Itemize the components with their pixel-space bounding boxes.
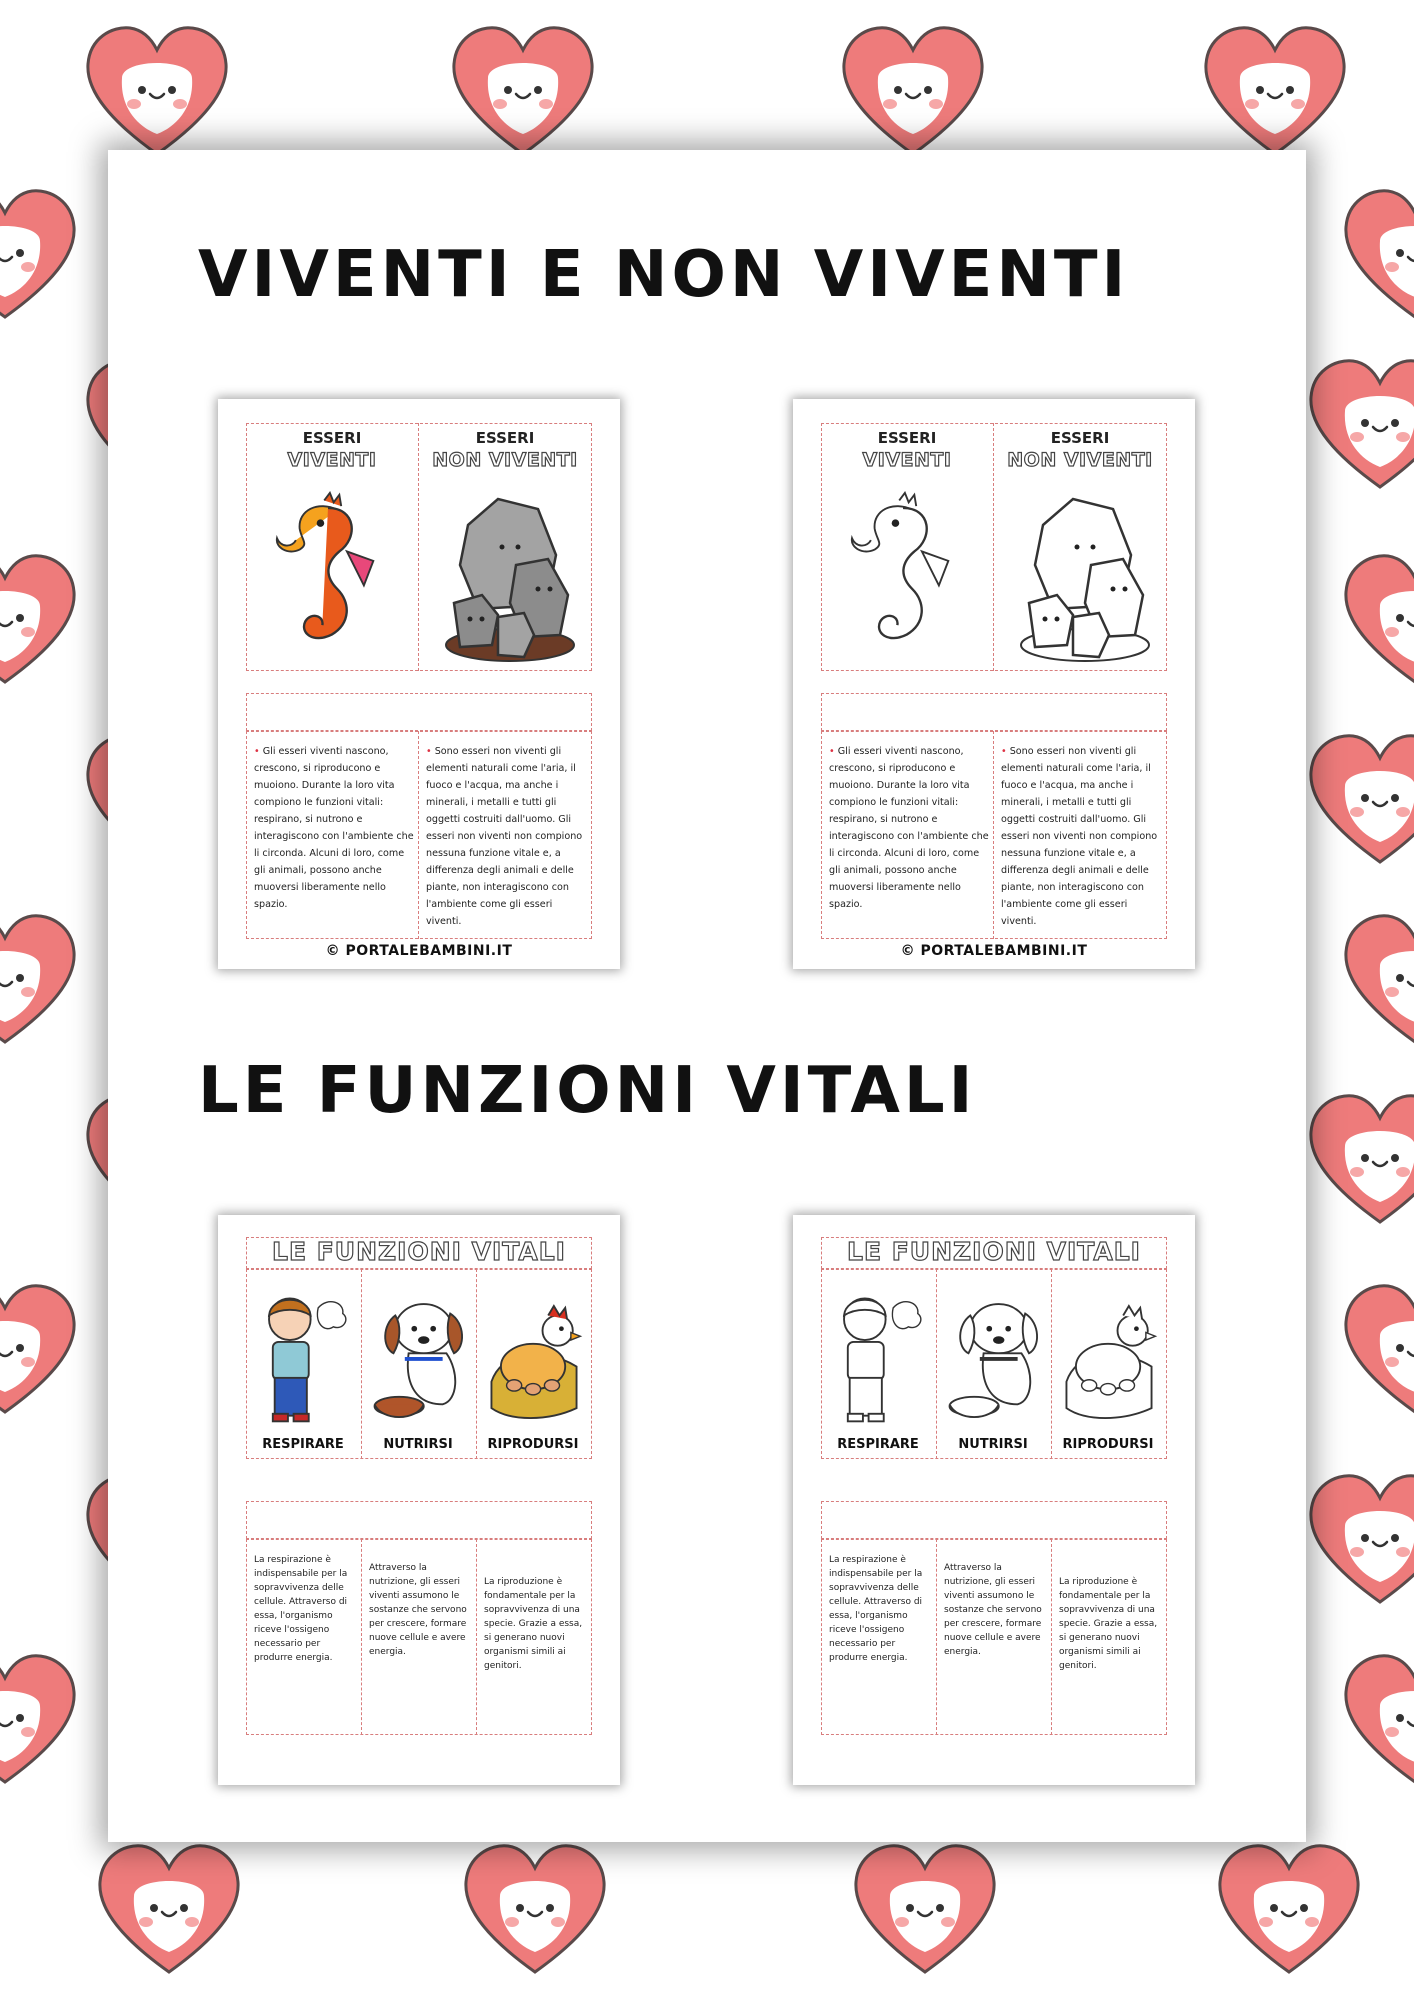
column-divider <box>936 1269 937 1459</box>
heart-face-icon <box>1200 22 1350 162</box>
boy-breathing-icon <box>827 1287 931 1429</box>
seahorse-icon <box>843 491 963 661</box>
heart-face-icon <box>1214 1840 1364 1980</box>
copyright-footer: © PORTALEBAMBINI.IT <box>900 943 1088 959</box>
column-divider <box>476 1269 477 1459</box>
heart-face-icon <box>82 22 232 162</box>
section-title-funzioni: LE FUNZIONI VITALI <box>198 1054 977 1128</box>
bullet-icon: • <box>426 746 435 757</box>
hen-nest-icon <box>1057 1287 1161 1429</box>
heart-face-icon <box>1305 730 1414 870</box>
paragraph: Gli esseri viventi nascono, crescono, si riproducono e muoiono. Durante la loro vita compiono le funzioni vitali: respirano, si nutrono e interagiscono con l'ambiente che li circonda. Alcuni di loro, come gli animali, possono anche muoversi liberamente nello spazio. <box>829 746 989 910</box>
paragraph: Sono esseri non viventi gli elementi naturali come l'aria, il fuoco e l'acqua, ma anche i minerali, i metalli e tutti gli oggetti costruiti dall'uomo. Gli esseri non viventi non compiono nessuna funzione vitale e, a differenza degli animali e delle piante, non interagiscono con l'ambiente come gli esseri viventi. <box>1001 746 1158 927</box>
heart-face-icon <box>1340 910 1414 1050</box>
paragraph: Gli esseri viventi nascono, crescono, si riproducono e muoiono. Durante la loro vita compiono le funzioni vitali: respirano, si nutrono e interagiscono con l'ambiente che li circonda. Alcuni di loro, come gli animali, possono anche muoversi liberamente nello spazio. <box>254 746 414 910</box>
column-divider <box>361 1539 362 1735</box>
heart-face-icon <box>1340 1650 1414 1790</box>
label-line-2: NON VIVENTI <box>1007 449 1153 471</box>
text-non-viventi <box>1001 743 1165 930</box>
function-label: NUTRIRSI <box>383 1437 453 1452</box>
text-non-viventi <box>426 743 590 930</box>
section-title-viventi: VIVENTI E NON VIVENTI <box>198 238 1130 312</box>
empty-write-box <box>821 693 1167 731</box>
heart-face-icon <box>1305 1090 1414 1230</box>
rocks-icon <box>1009 485 1157 665</box>
column-divider <box>1051 1539 1052 1735</box>
heart-face-icon <box>0 1650 80 1790</box>
heart-face-icon <box>0 185 80 325</box>
heart-face-icon <box>0 910 80 1050</box>
heart-face-icon <box>850 1840 1000 1980</box>
column-divider <box>418 731 419 939</box>
label-viventi <box>821 429 993 471</box>
function-description: Attraverso la nutrizione, gli esseri viventi assumono le sostanze che servono per crescere, formare nuove cellule e avere energia. <box>944 1563 1042 1657</box>
rocks-icon <box>434 485 582 665</box>
label-line-1: ESSERI <box>877 429 937 447</box>
function-label: RESPIRARE <box>837 1437 919 1452</box>
function-label: NUTRIRSI <box>958 1437 1028 1452</box>
label-line-2: NON VIVENTI <box>432 449 578 471</box>
hen-nest-icon <box>482 1287 586 1429</box>
column-divider <box>361 1269 362 1459</box>
function-description: La riproduzione è fondamentale per la sopravvivenza di una specie. Grazie a essa, si generano nuovi organismi simili ai genitori. <box>484 1577 583 1671</box>
heart-face-icon <box>838 22 988 162</box>
paragraph: Sono esseri non viventi gli elementi naturali come l'aria, il fuoco e l'acqua, ma anche i minerali, i metalli e tutti gli oggetti costruiti dall'uomo. Gli esseri non viventi non compiono nessuna funzione vitale e, a differenza degli animali e delle piante, non interagiscono con l'ambiente come gli esseri viventi. <box>426 746 583 927</box>
column-divider <box>476 1539 477 1735</box>
heart-face-icon <box>448 22 598 162</box>
funzioni-sheet-color[interactable] <box>218 1215 620 1785</box>
function-label: RIPRODURSI <box>487 1437 579 1452</box>
heart-face-icon <box>1340 185 1414 325</box>
label-line-1: ESSERI <box>302 429 362 447</box>
function-label: RESPIRARE <box>262 1437 344 1452</box>
label-line-1: ESSERI <box>475 429 535 447</box>
text-viventi <box>254 743 414 913</box>
bullet-icon: • <box>1001 746 1010 757</box>
label-line-2: VIVENTI <box>862 449 952 471</box>
sheet-title: LE FUNZIONI VITALI <box>847 1237 1141 1266</box>
heart-face-icon <box>1340 550 1414 690</box>
heart-face-icon <box>0 550 80 690</box>
sheet-title: LE FUNZIONI VITALI <box>272 1237 566 1266</box>
empty-write-box <box>246 693 592 731</box>
function-description: Attraverso la nutrizione, gli esseri viventi assumono le sostanze che servono per crescere, formare nuove cellule e avere energia. <box>369 1563 467 1657</box>
label-viventi <box>246 429 418 471</box>
label-line-2: VIVENTI <box>287 449 377 471</box>
label-non-viventi <box>993 429 1167 471</box>
heart-face-icon <box>1305 355 1414 495</box>
dog-eating-icon <box>942 1287 1046 1429</box>
heart-face-icon <box>1340 1280 1414 1420</box>
funzioni-sheet-bw[interactable] <box>793 1215 1195 1785</box>
copyright-footer: © PORTALEBAMBINI.IT <box>325 943 513 959</box>
bullet-icon: • <box>254 746 263 757</box>
viventi-sheet-bw[interactable] <box>793 399 1195 969</box>
column-divider <box>936 1539 937 1735</box>
empty-write-box <box>821 1501 1167 1539</box>
boy-breathing-icon <box>252 1287 356 1429</box>
viventi-sheet-color[interactable] <box>218 399 620 969</box>
text-viventi <box>829 743 989 913</box>
main-panel <box>108 150 1306 1842</box>
heart-face-icon <box>1305 1470 1414 1610</box>
label-non-viventi <box>418 429 592 471</box>
function-description: La respirazione è indispensabile per la sopravvivenza delle cellule. Attraverso di essa, l'organismo riceve l'ossigeno necessario per produrre energia. <box>829 1555 923 1663</box>
column-divider <box>993 731 994 939</box>
label-line-1: ESSERI <box>1050 429 1110 447</box>
heart-face-icon <box>0 1280 80 1420</box>
seahorse-icon <box>268 491 388 661</box>
function-description: La respirazione è indispensabile per la sopravvivenza delle cellule. Attraverso di essa, l'organismo riceve l'ossigeno necessario per produrre energia. <box>254 1555 348 1663</box>
function-label: RIPRODURSI <box>1062 1437 1154 1452</box>
heart-face-icon <box>460 1840 610 1980</box>
dog-eating-icon <box>367 1287 471 1429</box>
bullet-icon: • <box>829 746 838 757</box>
heart-face-icon <box>94 1840 244 1980</box>
column-divider <box>1051 1269 1052 1459</box>
empty-write-box <box>246 1501 592 1539</box>
function-description: La riproduzione è fondamentale per la sopravvivenza di una specie. Grazie a essa, si generano nuovi organismi simili ai genitori. <box>1059 1577 1158 1671</box>
